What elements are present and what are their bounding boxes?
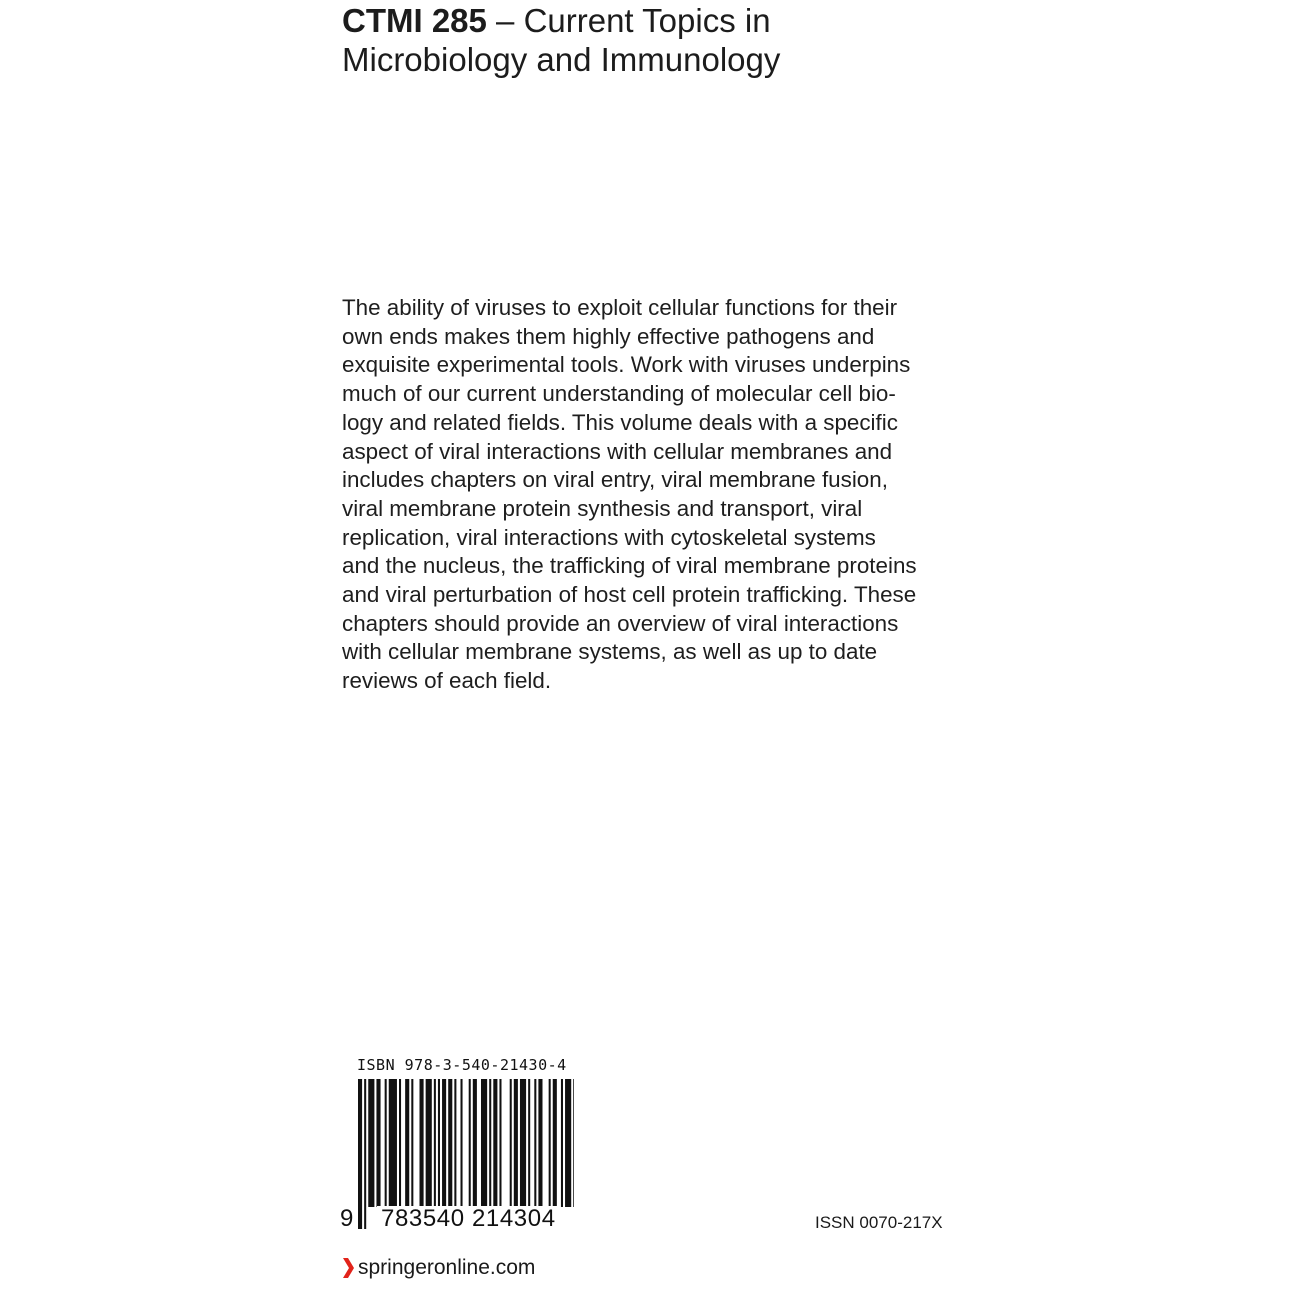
- barcode-bar: [489, 1079, 491, 1207]
- barcode-bar: [534, 1079, 536, 1207]
- barcode-bar: [514, 1079, 518, 1207]
- title-line-1: [342, 1, 1042, 40]
- publisher-website[interactable]: springeronline.com: [358, 1256, 536, 1279]
- barcode-bar: [454, 1079, 456, 1207]
- barcode-bar: [528, 1079, 530, 1207]
- chevron-right-icon: [342, 1257, 355, 1279]
- barcode-bar: [426, 1079, 432, 1207]
- series-name-part-1: – Current Topics in: [486, 2, 771, 39]
- publisher-link[interactable]: [342, 1256, 535, 1280]
- barcode-digits: 783540 214304: [377, 1206, 560, 1232]
- barcode-bar: [565, 1079, 571, 1207]
- barcode-bar: [405, 1079, 409, 1207]
- book-title: [342, 1, 1042, 79]
- barcode-bar: [461, 1079, 463, 1207]
- barcode-bar: [399, 1079, 401, 1207]
- isbn-label: ISBN 978-3-540-21430-4: [357, 1056, 567, 1074]
- barcode-bar: [510, 1079, 512, 1207]
- barcode-bar: [368, 1079, 374, 1207]
- book-description: [342, 294, 982, 696]
- description-line: replication, viral interactions with cytoskeletal systems: [342, 524, 876, 550]
- barcode-bar: [448, 1079, 452, 1207]
- barcode-digit-first: 9: [340, 1205, 354, 1232]
- barcode-bar: [442, 1079, 446, 1207]
- barcode-bar: [389, 1079, 397, 1207]
- description-line: exquisite experimental tools. Work with viruses underpins: [342, 352, 911, 378]
- description-line: and viral perturbation of host cell protein trafficking. These: [342, 582, 917, 608]
- series-code: CTMI 285: [342, 2, 487, 39]
- description-line: own ends makes them highly effective pathogens and: [342, 323, 875, 349]
- barcode-bar: [549, 1079, 551, 1207]
- barcode-bar: [561, 1079, 563, 1207]
- description-line: viral membrane protein synthesis and transport, viral: [342, 495, 863, 521]
- barcode-bar: [553, 1079, 557, 1207]
- barcode-bar: [434, 1079, 436, 1207]
- issn-number: ISSN 0070-217X: [815, 1213, 943, 1232]
- barcode-bar: [538, 1079, 542, 1207]
- barcode-bar: [493, 1079, 497, 1207]
- description-line: chapters should provide an overview of viral interactions: [342, 610, 899, 636]
- barcode-bar: [358, 1079, 362, 1229]
- barcode-bar: [420, 1079, 424, 1207]
- description-line: includes chapters on viral entry, viral membrane fusion,: [342, 467, 888, 493]
- barcode-bar: [499, 1079, 501, 1207]
- description-line: much of our current understanding of molecular cell bio-: [342, 381, 896, 407]
- description-line: and the nucleus, the trafficking of viral membrane proteins: [342, 553, 917, 579]
- barcode-bar: [573, 1079, 574, 1207]
- barcode-bar: [385, 1079, 387, 1207]
- description-line: logy and related fields. This volume deals with a specific: [342, 409, 898, 435]
- description-line: The ability of viruses to exploit cellular functions for their: [342, 295, 898, 320]
- description-line: aspect of viral interactions with cellular membranes and: [342, 438, 893, 464]
- barcode-bar: [520, 1079, 526, 1207]
- description-line: with cellular membrane systems, as well as up to date: [342, 639, 878, 665]
- barcode-bar: [481, 1079, 487, 1207]
- description-line: reviews of each field.: [342, 668, 552, 694]
- barcode-bar: [411, 1079, 413, 1207]
- barcode-bar: [364, 1079, 366, 1229]
- barcode-bar: [376, 1079, 380, 1207]
- series-name-part-2: Microbiology and Immunology: [342, 41, 781, 78]
- barcode-bar: [438, 1079, 440, 1207]
